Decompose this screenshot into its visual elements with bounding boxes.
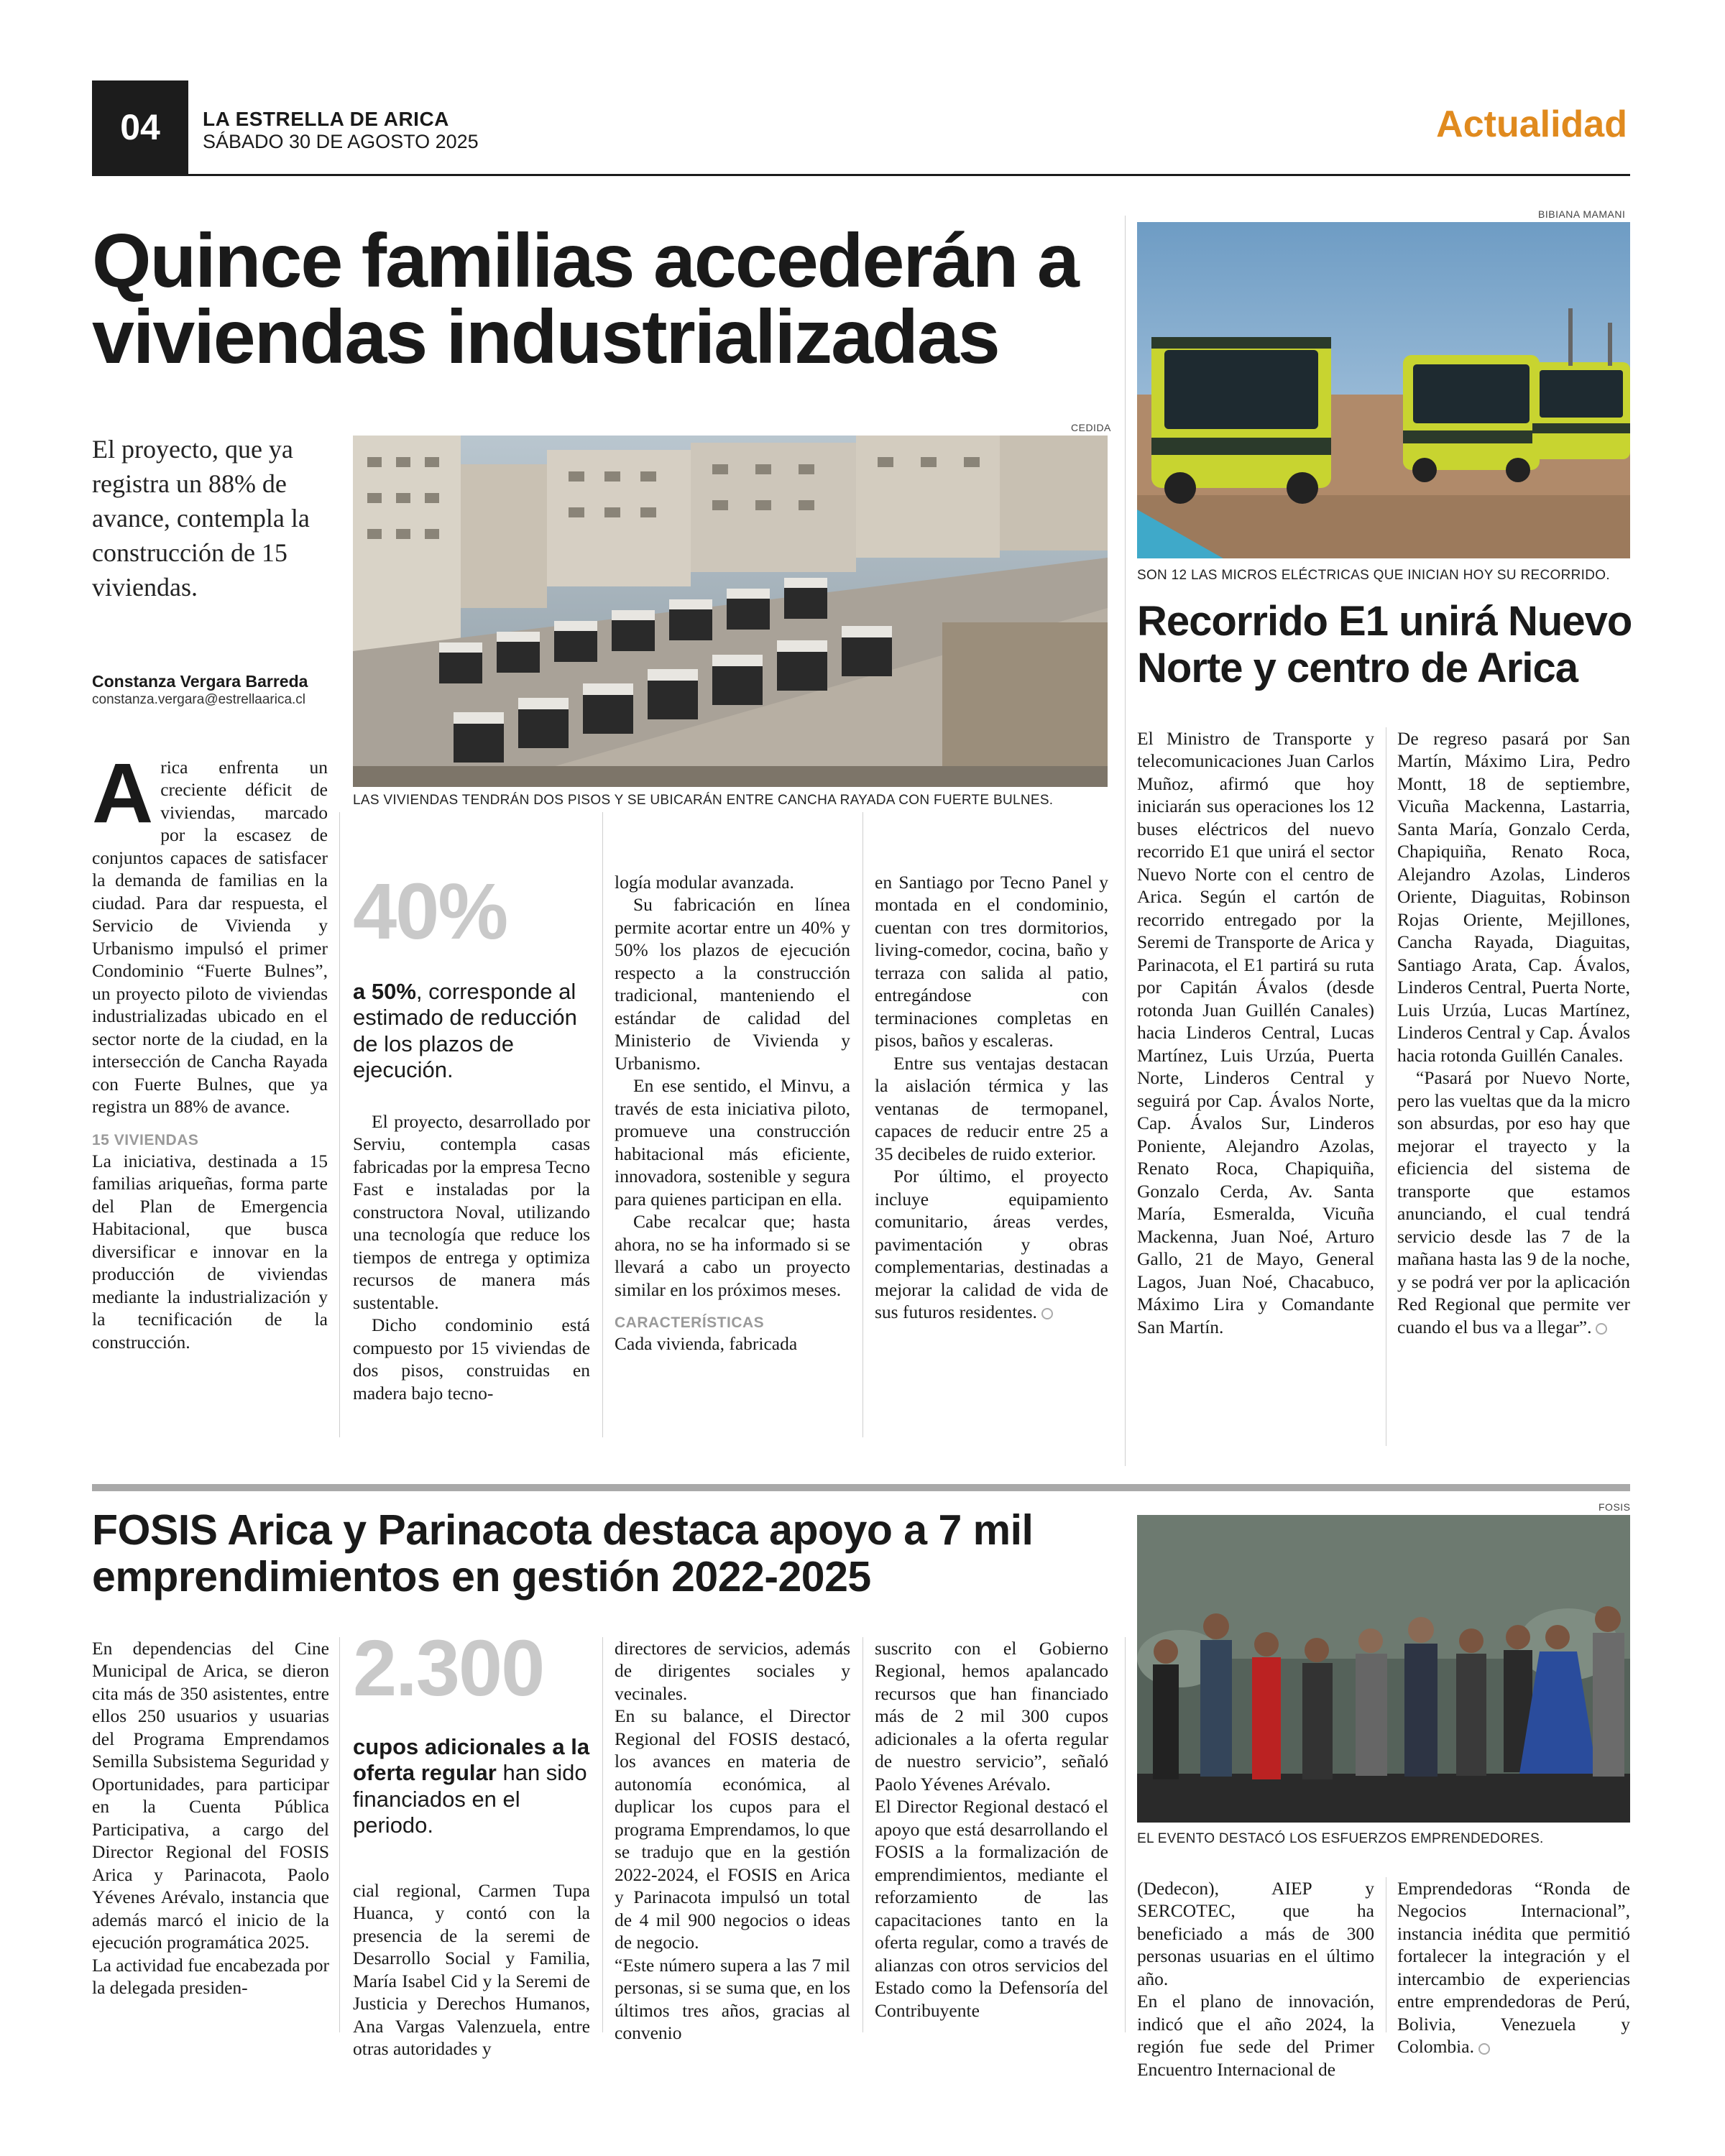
housing-photo-caption: LAS VIVIENDAS TENDRÁN DOS PISOS Y SE UBICARÁN ENTRE CANCHA RAYADA CON FUERTE BULNES. <box>353 793 1054 808</box>
stat-bold: a 50% <box>353 979 416 1004</box>
column-divider <box>602 812 603 1437</box>
housing-photo <box>353 436 1108 787</box>
main-story-paragraph: Cada vivienda, fabricada <box>615 1333 798 1355</box>
end-of-story-icon <box>1478 2043 1490 2055</box>
side-story-column-1 <box>1137 727 1374 1338</box>
bus-photo <box>1137 222 1630 558</box>
fosis-paragraph: Emprendedoras “Ronda de Negocios Internacional”, instancia inédita que permitió fortalecer la integración y el intercambio de experiencias entre emprendedoras de Perú, Bolivia, Venezuela y Colombia. <box>1397 1878 1630 2058</box>
main-story-paragraph: Cabe recalcar que; hasta ahora, no se ha informado si se llevará a cabo un proyecto similar en los próximos meses. <box>615 1211 850 1300</box>
fosis-column-3 <box>615 1637 850 2045</box>
event-photo-illustration <box>1137 1515 1630 1823</box>
bus-photo-caption: SON 12 LAS MICROS ELÉCTRICAS QUE INICIAN HOY SU RECORRIDO. <box>1137 568 1610 583</box>
fosis-paragraph: En el plano de innovación, indicó que el año 2024, la región fue sede del Primer Encuentro Internacional de <box>1137 1991 1374 2080</box>
column-divider <box>862 1637 863 2032</box>
fosis-column-2 <box>353 1879 590 2060</box>
fosis-paragraph: cial regional, Carmen Tupa Huanca, y contó con la presencia de la seremi de Desarrollo Social y Familia, María Isabel Cid y la Seremi de Justicia y Derechos Humanos, Ana Vargas Valenzuela, entre otras autoridades y <box>353 1880 590 2060</box>
fosis-stat-number: 2.300 <box>353 1624 544 1713</box>
side-story-paragraph: De regreso pasará por San Martín, Máximo Lira, Pedro Montt, 18 de septiembre, Vicuña Mackenna, Lastarria, Santa María, Gonzalo Cerda, Chapiquiña, Renato Roca, Alejandro Azolas, Linderos Oriente, Diaguitas, Robinson Rojas Oriente, Mejillones, Cancha Rayada, Diaguitas, Santiago Arata, Cap. Ávalos, Linderos Central, Puerta Norte, Luis Urzúa, Lucas Martínez, Linderos Central y Cap. Ávalos hacia rotonda Guillén Canales. <box>1397 728 1630 1066</box>
bus-photo-credit: BIBIANA MAMANI <box>1538 208 1626 220</box>
stat-description <box>353 979 590 1083</box>
author-name: Constanza Vergara Barreda <box>92 672 308 691</box>
main-story-column-3 <box>615 871 850 1355</box>
fosis-column-1 <box>92 1637 329 1999</box>
fosis-headline: FOSIS Arica y Parinacota destaca apoyo a 7 mil emprendimientos en gestión 2022-2025 <box>92 1506 1034 1600</box>
main-story-lead-paragraph: rica enfrenta un creciente déficit de viviendas, marcado por la escasez de conjuntos capaces de satisfacer la demanda de familias en la ciudad. Para dar respuesta, el Servicio de Vivienda y Urbanismo impulsó el primer Condominio “Fuerte Bulnes”, un proyecto piloto de viviendas industrializadas ubicado en el sector norte de la ciudad, en la intersección de Cancha Rayada con Fuerte Bulnes, que ya registra un 88% de avance. <box>92 757 328 1118</box>
fosis-paragraph: El Director Regional destacó el apoyo que está desarrollando el FOSIS a la formalización de emprendimientos, mediante el reforzamiento de las capacitaciones tanto en la oferta regular, como a través de alianzas con otros servicios del Estado como la Defensoría del Contribuyente <box>875 1796 1108 2021</box>
section-rule <box>92 1484 1630 1491</box>
side-story-column-2 <box>1397 727 1630 1338</box>
main-story-paragraph: en Santiago por Tecno Panel y montada en el condominio, cuentan con tres dormitorios, living-comedor, cocina, baño y terraza con salida al patio, entregándose con terminaciones completas en pisos, baños y escaleras. <box>875 872 1108 1051</box>
issue-date: SÁBADO 30 DE AGOSTO 2025 <box>203 131 479 152</box>
photo-credit: CEDIDA <box>1071 422 1111 433</box>
stat-text: , corresponde al estimado de reducción de los plazos de ejecución. <box>353 979 577 1082</box>
bus-photo-illustration <box>1137 222 1630 558</box>
column-divider <box>339 1637 340 2032</box>
fosis-paragraph: “Este número supera a las 7 mil personas, si se suma que, en los últimos tres años, gracias al convenio <box>615 1954 850 2044</box>
column-divider <box>1125 1637 1126 2032</box>
subhead-15-viviendas: 15 VIVIENDAS <box>92 1131 199 1148</box>
main-headline: Quince familias accederán a viviendas industrializadas <box>92 218 1078 379</box>
main-story-column-4 <box>875 871 1108 1324</box>
main-story-paragraph: En ese sentido, el Minvu, a través de esta iniciativa piloto, promueve una construcción habitacional más eficiente, innovadora, sostenible y segura para quienes participan en ella. <box>615 1075 850 1210</box>
main-deck: El proyecto, que ya registra un 88% de avance, contempla la construcción de 15 viviendas. <box>92 435 310 602</box>
newspaper-name: LA ESTRELLA DE ARICA <box>203 108 449 130</box>
column-divider <box>339 812 340 1437</box>
main-story-paragraph: El proyecto, desarrollado por Serviu, contempla casas fabricadas por la empresa Tecno Fast e instaladas por la constructora Noval, utilizando una tecnología que reduce los tiempos de entrega y optimiza recursos de manera más sustentable. <box>353 1111 590 1313</box>
event-photo-caption: EL EVENTO DESTACÓ LOS ESFUERZOS EMPRENDEDORES. <box>1137 1831 1544 1846</box>
main-story-paragraph: La iniciativa, destinada a 15 familias ariqueñas, forma parte del Plan de Emergencia Habitacional, que busca diversificar e innovar en la producción de viviendas mediante la industrialización y la tecnificación de la construcción. <box>92 1150 328 1353</box>
side-story-paragraph: El Ministro de Transporte y telecomunicaciones Juan Carlos Muñoz, afirmó que hoy iniciarán sus operaciones los 12 buses eléctricos del nuevo recorrido E1 que unirá el sector Nuevo Norte con el centro de Arica. Según el cartón de recorrido entregado por la Seremi de Transporte de Arica y Parinacota, el E1 partirá su ruta por Capitán Ávalos (desde rotonda Juan Guillén Canales) hacia Linderos Central, Lucas Martínez, Luis Urzúa, Puerta Norte, Linderos Central y seguirá por Cap. Ávalos Norte, Cap. Ávalos Sur, Linderos Poniente, Alejandro Azolas, Renato Roca, Chapiquiña, Gonzalo Cerda, Av. Santa María, Esmeralda, Vicuña Mackenna, Juan Noé, Arturo Gallo, 21 de Mayo, General Lagos, Juan Noé, Chacabuco, Máximo Lira y Comandante San Martín. <box>1137 728 1374 1337</box>
section-divider <box>1125 216 1126 1466</box>
fosis-paragraph: directores de servicios, además de dirigentes sociales y vecinales. <box>615 1638 850 1704</box>
page-number: 04 <box>92 80 188 174</box>
column-divider <box>862 812 863 1437</box>
fosis-stat-description <box>353 1734 590 1838</box>
main-story-column-2 <box>353 1110 590 1404</box>
side-headline: Recorrido E1 unirá Nuevo Norte y centro de Arica <box>1137 598 1632 691</box>
author-email: constanza.vergara@estrellaarica.cl <box>92 692 306 707</box>
main-story-paragraph: Dicho condominio está compuesto por 15 viviendas de dos pisos, construidas en madera bajo tecno- <box>353 1314 590 1404</box>
event-photo <box>1137 1515 1630 1823</box>
stat-box-2300 <box>353 1623 590 1838</box>
fosis-paragraph: (Dedecon), AIEP y SERCOTEC, que ha beneficiado a más de 300 personas usuarias en el último año. <box>1137 1878 1374 1989</box>
header-rule <box>92 174 1630 176</box>
main-story-paragraph: Entre sus ventajas destacan la aislación térmica y las ventanas de termopanel, capaces de reducir entre 25 a 35 decibeles de ruido exterior. <box>875 1052 1108 1164</box>
main-story-column-1 <box>92 746 328 1353</box>
stat-box-40 <box>353 866 590 1083</box>
fosis-column-4 <box>875 1637 1108 2022</box>
stat-number: 40% <box>353 867 507 956</box>
subhead-caracteristicas: CARACTERÍSTICAS <box>615 1314 765 1332</box>
main-story-paragraph: Por último, el proyecto incluye equipamiento comunitario, áreas verdes, pavimentación y obras complementarias, destinadas a mejorar la calidad de vida de sus futuros residentes. <box>875 1166 1108 1323</box>
drop-cap: A <box>92 746 154 841</box>
main-story-paragraph: logía modular avanzada. <box>615 872 794 893</box>
column-divider <box>602 1637 603 2032</box>
end-of-story-icon <box>1041 1308 1053 1319</box>
end-of-story-icon <box>1596 1323 1607 1335</box>
side-story-paragraph: “Pasará por Nuevo Norte, pero las vueltas que da la micro son absurdas, por eso hay que mejorar el trayecto y la eficiencia del sistema de transporte que estamos anunciando, el cual tendrá servicio desde las 7 de la mañana hasta las 9 de la noche, y se podrá ver por la aplicación Red Regional que permite ver cuando el bus va a llegar”. <box>1397 1067 1630 1337</box>
event-photo-credit: FOSIS <box>1598 1501 1631 1513</box>
fosis-column-6 <box>1397 1877 1630 2058</box>
fosis-column-5 <box>1137 1877 1374 2081</box>
fosis-paragraph: En su balance, el Director Regional del FOSIS destacó, los avances en materia de autonomía económica, al duplicar los cupos para el programa Emprendamos, lo que se tradujo que en la gestión 2022-2024, el FOSIS en Arica y Parinacota impulsó un total de 4 mil 900 negocios o ideas de negocio. <box>615 1705 850 1953</box>
fosis-stat-bold: cupos adicionales a la oferta regular <box>353 1734 590 1786</box>
section-label: Actualidad <box>1436 103 1627 145</box>
fosis-paragraph: suscrito con el Gobierno Regional, hemos apalancado recursos que han financiado más de 2 mil 300 cupos adicionales a la oferta regular de nuestro servicio”, señaló Paolo Yévenes Arévalo. <box>875 1638 1108 1795</box>
main-story-paragraph: Su fabricación en línea permite acortar entre un 40% y 50% los plazos de ejecución respecto a la construcción tradicional, manteniendo el estándar de calidad del Ministerio de Vivienda y Urbanismo. <box>615 894 850 1074</box>
fosis-paragraph: En dependencias del Cine Municipal de Arica, se dieron cita más de 350 asistentes, entre ellos 250 usuarios y usuarias del Programa Emprendamos Semilla Subsistema Seguridad y Oportunidades, para participar en la Cuenta Pública Participativa, a cargo del Director Regional del FOSIS Arica y Parinacota, Paolo Yévenes Arévalo, instancia que además marcó el inicio de la ejecución programática 2025. <box>92 1638 329 1953</box>
fosis-paragraph: La actividad fue encabezada por la delegada presiden- <box>92 1954 329 1999</box>
fosis-stat-text: han sido financiados en el periodo. <box>353 1760 587 1838</box>
housing-photo-illustration <box>353 436 1108 787</box>
